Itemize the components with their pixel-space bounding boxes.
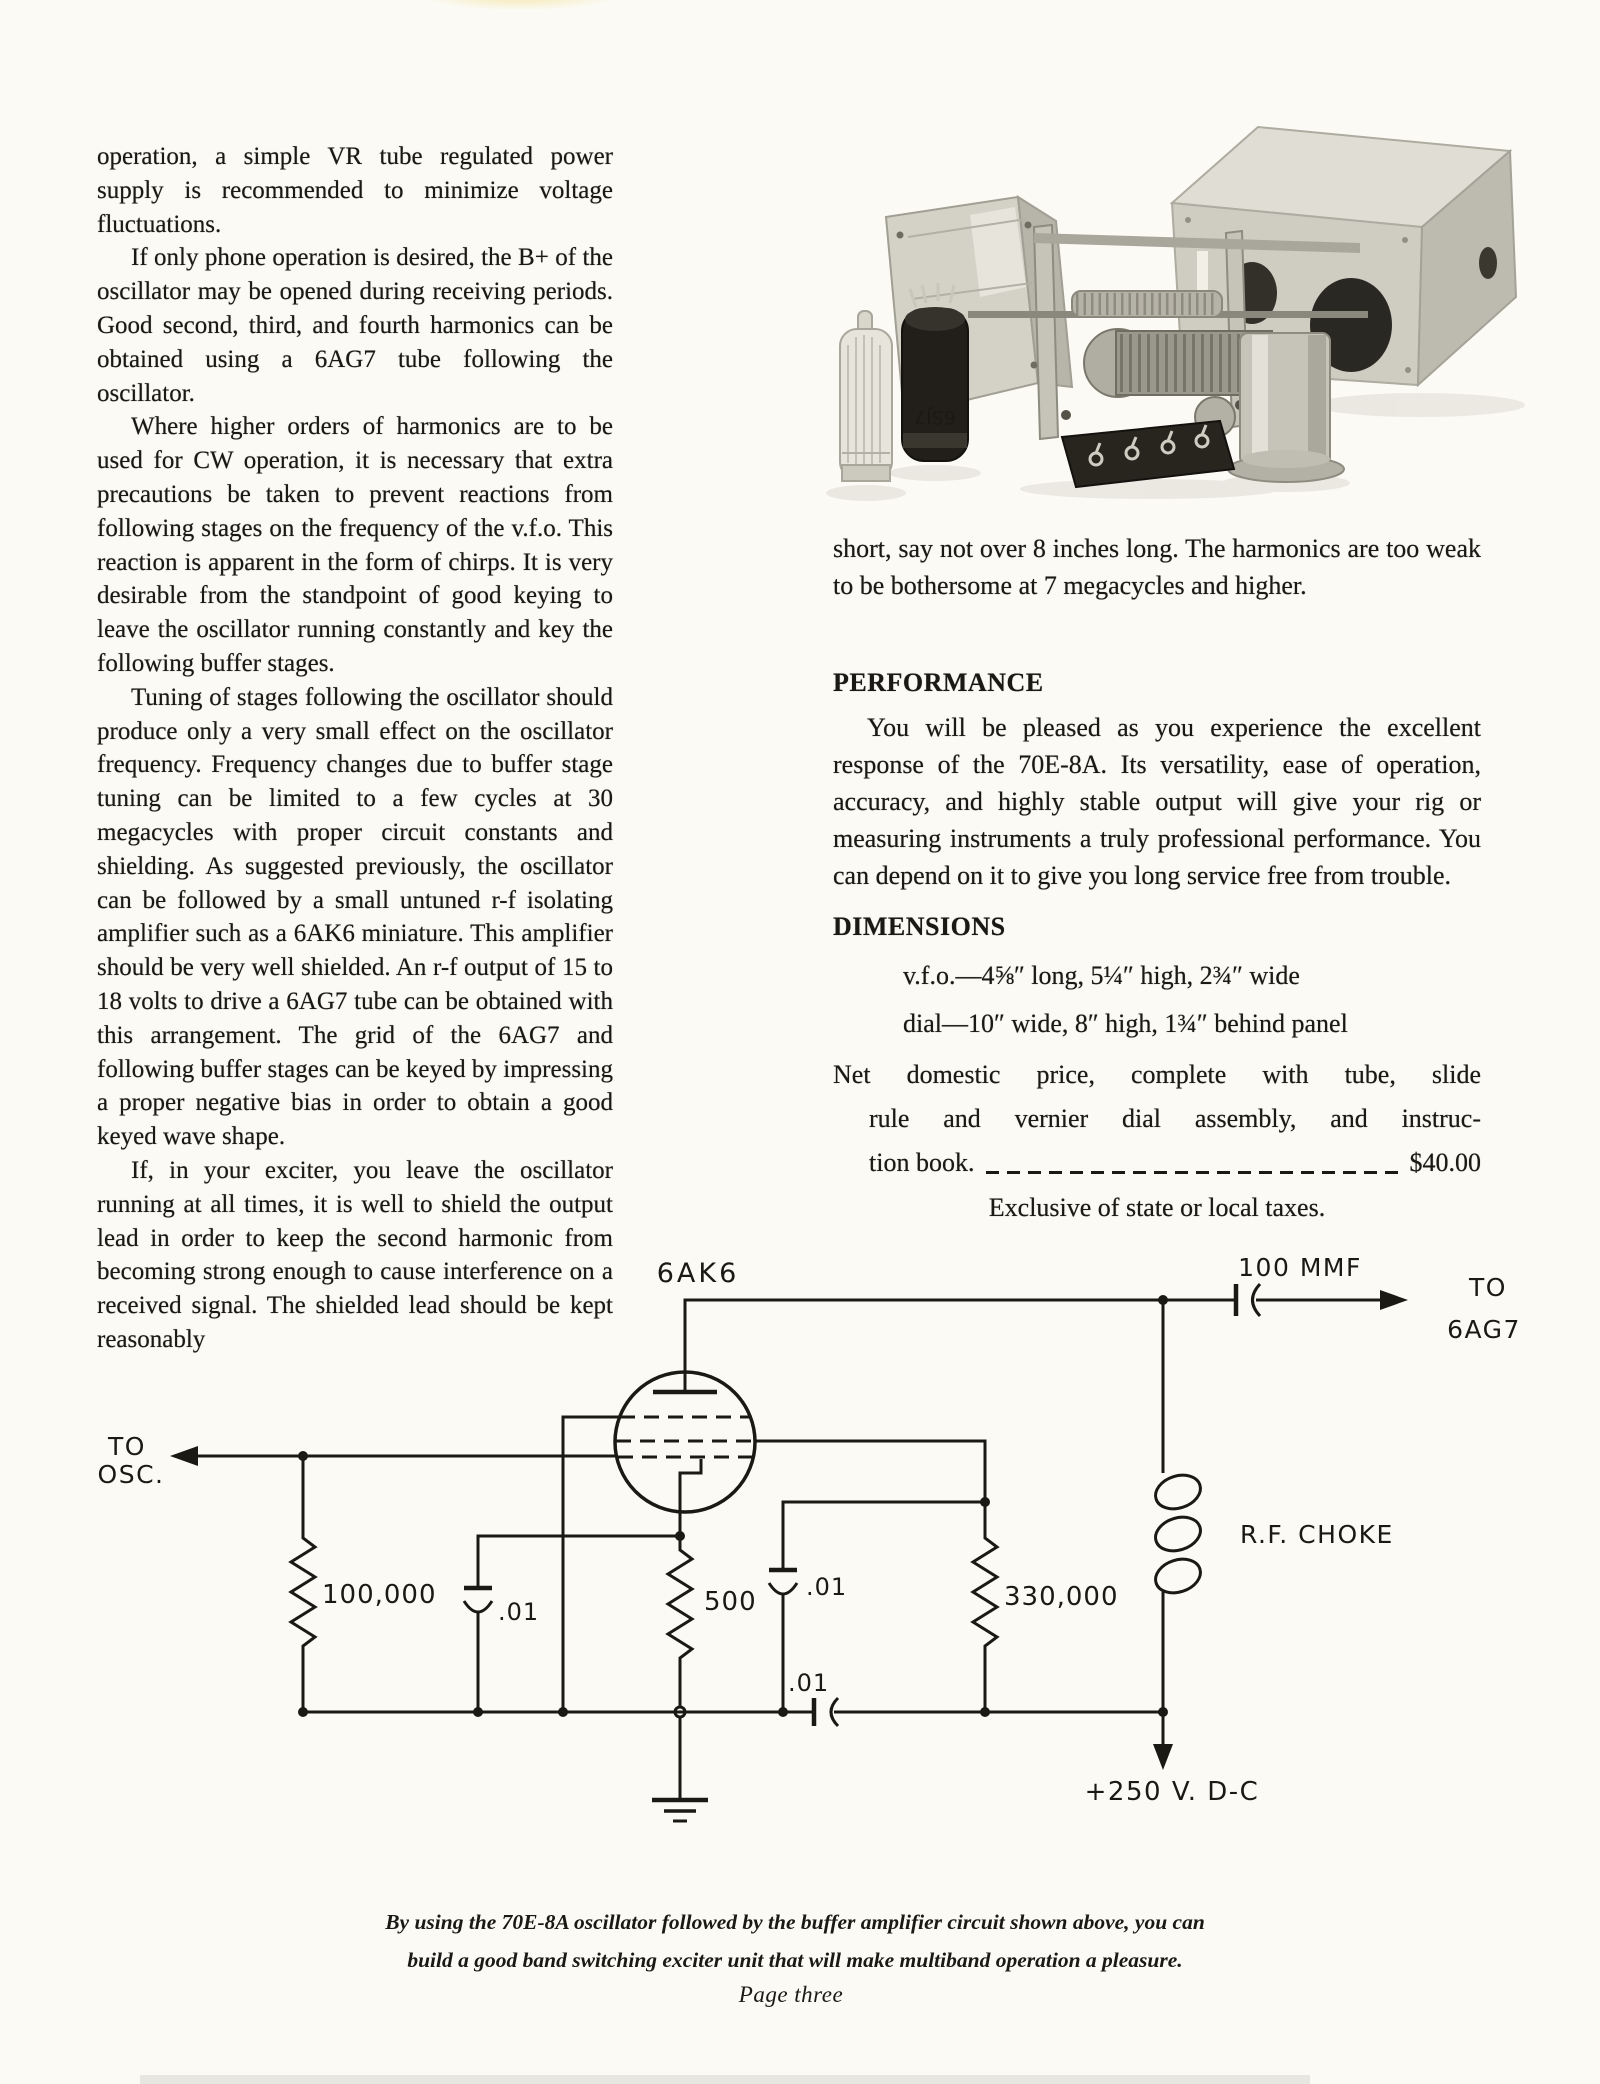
paragraph: Where higher orders of harmonics are to be used for CW operation, it is necessary that extra precautions be taken to prevent reactions from following stages on the frequency of the v.f.o. This reaction is apparent in the form of chirps. It is very desirable from the standpoint of good keying to leave the oscillator running constantly and key the following buffer stages. bbox=[97, 413, 613, 677]
paragraph: Tuning of stages following the oscillator should produce only a very small effect on the oscillator frequency. Frequency changes due to buffer stage tuning can be limited to a few cycles at 30 megacycles with proper circuit constants and shielding. As suggested previously, the oscillator can be followed by a small untuned r-f isolating amplifier such as a 6AK6 miniature. This amplifier should be very well shielded. An r-f output of 15 to 18 volts to drive a 6AG7 tube can be obtained with this arrangement. The grid of the 6AG7 and following buffer stages can be keyed by impressing a proper negative bias in order to obtain a good keyed wave shape. bbox=[97, 683, 613, 1151]
price-amount: $40.00 bbox=[1409, 1148, 1481, 1177]
paragraph: short, say not over 8 inches long. The harmonics are too weak to be bothersome at 7 megacycles and higher. bbox=[833, 534, 1481, 600]
price-line bbox=[833, 1144, 1481, 1181]
section-heading-performance: PERFORMANCE bbox=[833, 668, 1044, 697]
product-photo-70e8a-parts bbox=[820, 85, 1540, 515]
output-cap-label: 100 MMF bbox=[1238, 1253, 1362, 1282]
scan-edge-artifact bbox=[140, 2075, 1310, 2084]
price-line: Net domestic price, complete with tube, slide bbox=[833, 1060, 1481, 1089]
screen-bypass-wire bbox=[783, 1502, 985, 1570]
glass-tube bbox=[840, 311, 892, 481]
dimension-dial: dial—10″ wide, 8″ high, 1¾″ behind panel bbox=[903, 1009, 1348, 1038]
paragraph: operation, a simple VR tube regulated power supply is recommended to minimize voltage fluctuations. bbox=[97, 143, 613, 238]
shield-can bbox=[1228, 333, 1344, 482]
rf-choke bbox=[1151, 1300, 1394, 1712]
terminal-strip bbox=[1062, 421, 1234, 487]
choke-label: R.F. CHOKE bbox=[1240, 1520, 1394, 1549]
tube-marking-reversed: 6SJ7 bbox=[914, 406, 956, 428]
cathode-element bbox=[680, 1459, 701, 1536]
cabinet-side-hole bbox=[1479, 247, 1497, 279]
to-6ag7-label-line2: 6AG7 bbox=[1447, 1315, 1521, 1344]
cathode-cap-label: .01 bbox=[498, 1598, 540, 1626]
bypass-cap-label: .01 bbox=[788, 1669, 830, 1697]
section-heading-dimensions: DIMENSIONS bbox=[833, 912, 1006, 941]
suppressor-ground-wire bbox=[563, 1417, 619, 1712]
supply-arrow bbox=[1153, 1744, 1173, 1770]
screen-cap-label: .01 bbox=[806, 1573, 848, 1601]
cathode-resistor-label: 500 bbox=[704, 1587, 757, 1617]
to-6ag7-label-line1: TO bbox=[1469, 1273, 1507, 1302]
dashed-leader bbox=[986, 1171, 1403, 1174]
grid-resistor-label: 100,000 bbox=[322, 1580, 437, 1610]
arrow-to-6ag7 bbox=[1380, 1290, 1408, 1310]
to-osc-label-line2: OSC. bbox=[97, 1460, 165, 1489]
caption-line: build a good band switching exciter unit that will make multiband operation a pleasure. bbox=[407, 1948, 1183, 1972]
cathode-resistor bbox=[668, 1536, 757, 1717]
to-osc-label-line1: TO bbox=[108, 1432, 146, 1461]
tax-note: Exclusive of state or local taxes. bbox=[988, 1193, 1326, 1222]
left-text-column bbox=[97, 140, 613, 1357]
supply-terminal bbox=[1085, 1712, 1260, 1807]
screen-resistor-label: 330,000 bbox=[1004, 1582, 1119, 1612]
paper-smudge bbox=[400, 0, 640, 14]
right-text-column bbox=[833, 530, 1481, 1233]
caption-line: By using the 70E-8A oscillator followed by the buffer amplifier circuit shown above, you can bbox=[385, 1910, 1205, 1934]
output-coupling-capacitor bbox=[1163, 1253, 1521, 1344]
paragraph: You will be pleased as you experience the excellent response of the 70E-8A. Its versatility, ease of operation, accuracy, and highly stable output will give your rig or measuring instruments a truly professional performance. You can depend on it to give you long service free from trouble. bbox=[833, 713, 1481, 890]
paragraph: If only phone operation is desired, the B+ of the oscillator may be opened during receiving periods. Good second, third, and fourth harmonics can be obtained using a 6AG7 tube following the oscillator. bbox=[97, 244, 613, 407]
cathode-bypass-capacitor bbox=[464, 1531, 685, 1712]
page-number: Page three bbox=[738, 1982, 844, 2007]
grid-input-wire bbox=[98, 1432, 618, 1489]
price-line: rule and vernier dial assembly, and instruc- bbox=[869, 1104, 1481, 1133]
price-block bbox=[833, 1056, 1481, 1226]
price-line-text: tion book. bbox=[869, 1148, 975, 1177]
bottom-bus bbox=[298, 1669, 1168, 1726]
paragraph: If, in your exciter, you leave the oscillator running at all times, it is well to shield the output lead in order to keep the second harmonic from becoming strong enough to cause interference on a received signal. The shielded lead should be kept reasonably bbox=[97, 1156, 613, 1353]
figure-caption bbox=[315, 1903, 1275, 1979]
grid-resistor bbox=[291, 1451, 437, 1712]
plate-wire bbox=[685, 1300, 1163, 1392]
arrow-to-osc bbox=[170, 1446, 198, 1466]
dimensions-list bbox=[833, 957, 1481, 1042]
tube-label: 6AK6 bbox=[656, 1258, 740, 1289]
lead-screw bbox=[1072, 291, 1222, 317]
dimension-vfo: v.f.o.—4⅝″ long, 5¼″ high, 2¾″ wide bbox=[903, 961, 1300, 990]
supply-label: +250 V. D-C bbox=[1084, 1777, 1260, 1807]
buffer-amplifier-schematic bbox=[60, 1240, 1560, 1860]
ground-symbol bbox=[652, 1717, 708, 1821]
screen-resistor bbox=[973, 1502, 997, 1712]
